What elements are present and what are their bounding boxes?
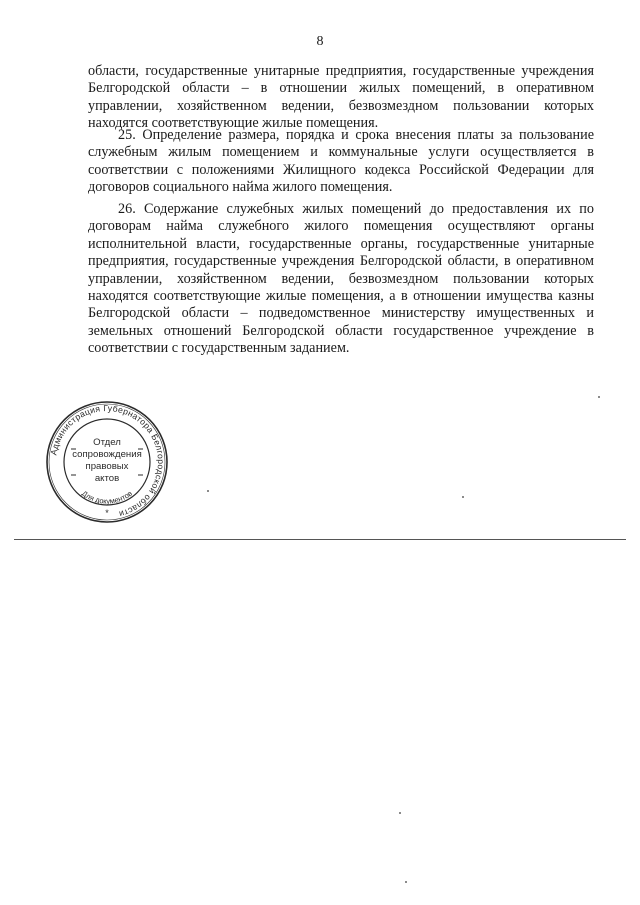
page-number: 8 (316, 34, 324, 49)
paragraph-26: 26. Содержание служебных жилых помещений до предоставления их по договорам найма служебного жилого помещения осуществляют органы исполнительной власти, государственные органы, государственные унитарные предприятия, государственные учреждения Белгородской области, в оперативном управлении, хозяйственном ведении, безвозмездном пользовании которых находятся соответствующие жилые помещения, а в отношении имущества казны Белгородской области – подведомственное министерству имущественных и земельных отношений Белгородской области государственное учреждение в соответствии с государственным заданием. (88, 201, 594, 357)
paragraph-continuation: области, государственные унитарные предприятия, государственные учреждения Белгородской области – в отношении жилых помещений, в оперативном управлении, хозяйственном ведении, безвозмездном пользовании которых находятся соответствующие жилые помещения. (88, 63, 594, 132)
stamp-bottom-text: Для документов (80, 488, 134, 506)
scan-speck (405, 881, 407, 883)
stamp (44, 399, 170, 525)
scan-speck (399, 812, 401, 814)
stamp-ring-text: Администрация Губернатора Белгородской области (48, 402, 167, 520)
scan-speck (462, 496, 464, 498)
stamp-line-1: Отдел (93, 437, 121, 448)
horizontal-rule (14, 539, 626, 540)
stamp-line-4: актов (94, 473, 120, 484)
stamp-line-3: правовых (85, 461, 129, 472)
scan-speck (207, 490, 209, 492)
scan-speck (598, 396, 600, 398)
paragraph-25: 25. Определение размера, порядка и срока внесения платы за пользование служебным жилым помещением и коммунальные услуги осуществляется в соответствии с положениями Жилищного кодекса Российской Федерации для договоров социального найма жилого помещения. (88, 127, 594, 196)
stamp-line-2: сопровождения (72, 449, 142, 460)
stamp-star-mark: * (105, 508, 109, 518)
